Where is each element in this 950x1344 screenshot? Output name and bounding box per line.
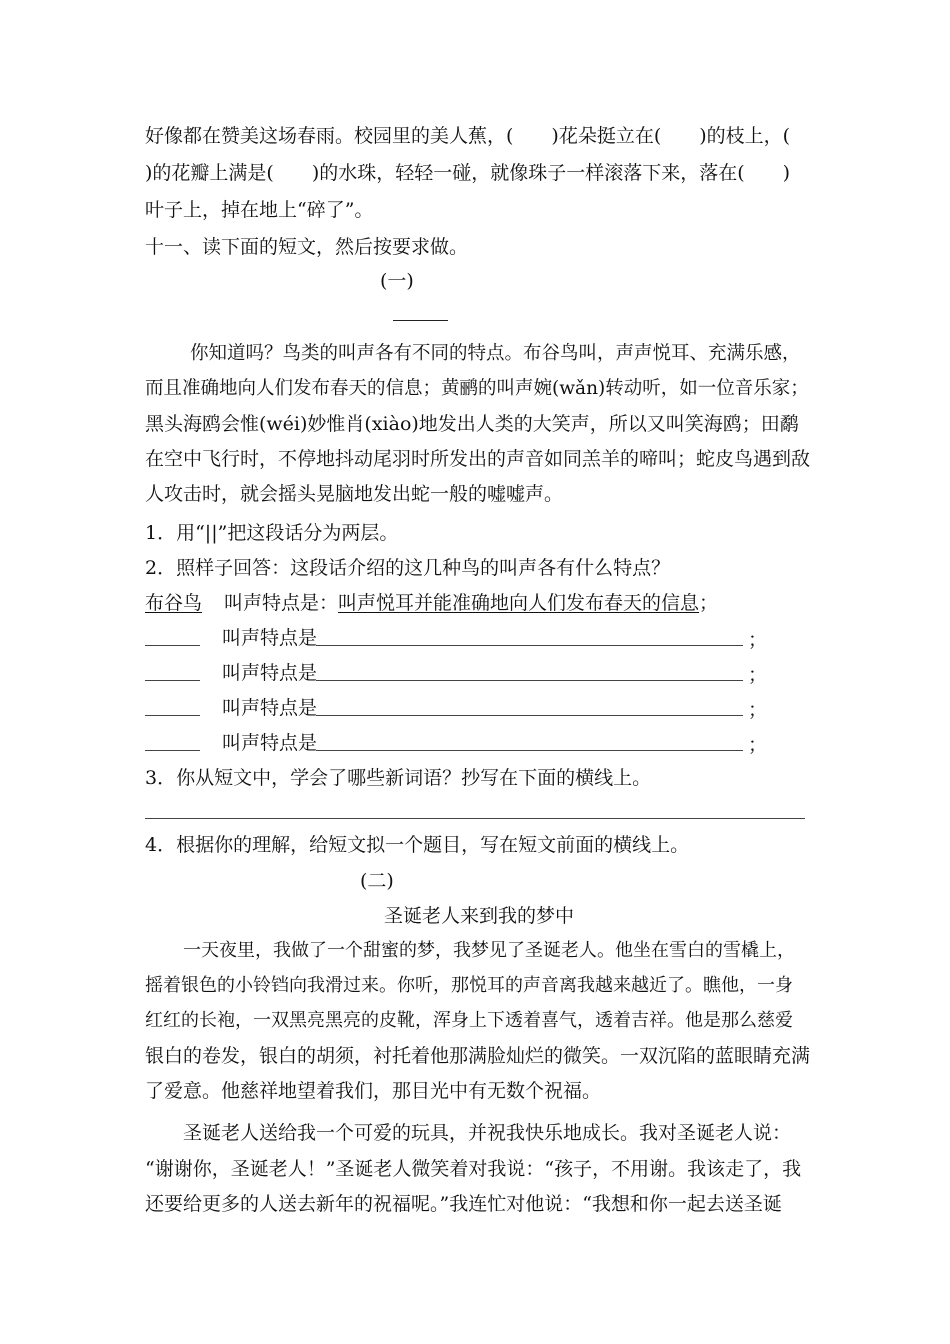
bird-name-blank-2[interactable] (145, 680, 200, 681)
story-p2-line-1: 圣诞老人送给我一个可爱的玩具，并祝我快乐地成长。我对圣诞老人说： (183, 1122, 792, 1144)
section-heading: 十一、读下面的短文，然后按要求做。 (145, 236, 469, 258)
answer-end-4: ； (748, 734, 768, 756)
example-row (145, 590, 718, 616)
answer-prefix-3: 叫声特点是 (222, 697, 318, 719)
cloze-line-3: 叶子上，掉在地上“碎了”。 (145, 199, 374, 221)
story-p1-line-4: 银白的卷发，银白的胡须，衬托着他那满脸灿烂的微笑。一双沉陷的蓝眼睛充满 (145, 1045, 811, 1067)
answer-prefix-4: 叫声特点是 (222, 732, 318, 754)
answer-prefix-1: 叫声特点是 (222, 627, 318, 649)
cloze-line-1: 好像都在赞美这场春雨。校园里的美人蕉，( )花朵挺立在( )的枝上，( (145, 125, 791, 147)
story-p1-line-1: 一天夜里，我做了一个甜蜜的梦，我梦见了圣诞老人。他坐在雪白的雪橇上， (183, 940, 795, 961)
passage-line-5: 人攻击时，就会摇头晃脑地发出蛇一般的嘘嘘声。 (145, 483, 564, 505)
answer-end-1: ； (748, 629, 768, 651)
question-2: 2．照样子回答：这段话介绍的这几种鸟的叫声各有什么特点？ (145, 557, 671, 579)
question-4: 4．根据你的理解，给短文拟一个题目，写在短文前面的横线上。 (145, 834, 690, 856)
passage-line-1: 你知道吗？鸟类的叫声各有不同的特点。布谷鸟叫，声声悦耳、充满乐感， (190, 343, 801, 364)
question-3: 3．你从短文中，学会了哪些新词语？抄写在下面的横线上。 (145, 767, 652, 789)
answer-end-2: ； (748, 664, 768, 686)
example-answer: 叫声悦耳并能准确地向人们发布春天的信息 (338, 592, 700, 614)
answer-blank-3[interactable] (316, 715, 743, 716)
story-p2-line-2: “谢谢你，圣诞老人！”圣诞老人微笑着对我说：“孩子，不用谢。我该走了，我 (145, 1158, 802, 1180)
story-p1-line-2: 摇着银色的小铃铛向我滑过来。你听，那悦耳的声音离我越来越近了。瞧他，一身 (145, 975, 793, 996)
part1-marker: (一) (380, 270, 414, 292)
new-words-blank[interactable] (145, 818, 805, 819)
part2-marker: (二) (360, 870, 394, 892)
answer-end-3: ； (748, 699, 768, 721)
answer-blank-2[interactable] (316, 680, 743, 681)
example-prefix: 叫声特点是： (224, 592, 339, 614)
cloze-line-2: )的花瓣上满是( )的水珠，轻轻一碰，就像珠子一样滚落下来，落在( ) (145, 162, 791, 184)
title-blank-line[interactable] (393, 320, 448, 321)
example-bird: 布谷鸟 (145, 592, 203, 614)
story-p2-line-3: 还要给更多的人送去新年的祝福呢。”我连忙对他说：“我想和你一起去送圣诞 (145, 1193, 782, 1215)
passage-line-3: 黑头海鸥会惟(wéi)妙惟肖(xiào)地发出人类的大笑声，所以又叫笑海鸥；田鹬 (145, 413, 799, 435)
example-end: ； (699, 592, 719, 614)
bird-name-blank-4[interactable] (145, 750, 200, 751)
passage-line-2: 而且准确地向人们发布春天的信息；黄鹂的叫声婉(wǎn)转动听，如一位音乐家； (145, 378, 809, 399)
passage-line-4: 在空中飞行时，不停地抖动尾羽时所发出的声音如同羔羊的啼叫；蛇皮鸟遇到敌 (145, 448, 811, 470)
bird-name-blank-1[interactable] (145, 645, 200, 646)
story-p1-line-5: 了爱意。他慈祥地望着我们，那目光中有无数个祝福。 (145, 1080, 602, 1102)
answer-prefix-2: 叫声特点是 (222, 662, 318, 684)
question-1: 1．用“||”把这段话分为两层。 (145, 522, 399, 544)
bird-name-blank-3[interactable] (145, 715, 200, 716)
answer-blank-1[interactable] (316, 645, 743, 646)
story-title: 圣诞老人来到我的梦中 (384, 905, 575, 927)
answer-blank-4[interactable] (316, 750, 743, 751)
story-p1-line-3: 红红的长袍，一双黑亮黑亮的皮靴，浑身上下透着喜气，透着吉祥。他是那么慈爱 (145, 1010, 793, 1031)
